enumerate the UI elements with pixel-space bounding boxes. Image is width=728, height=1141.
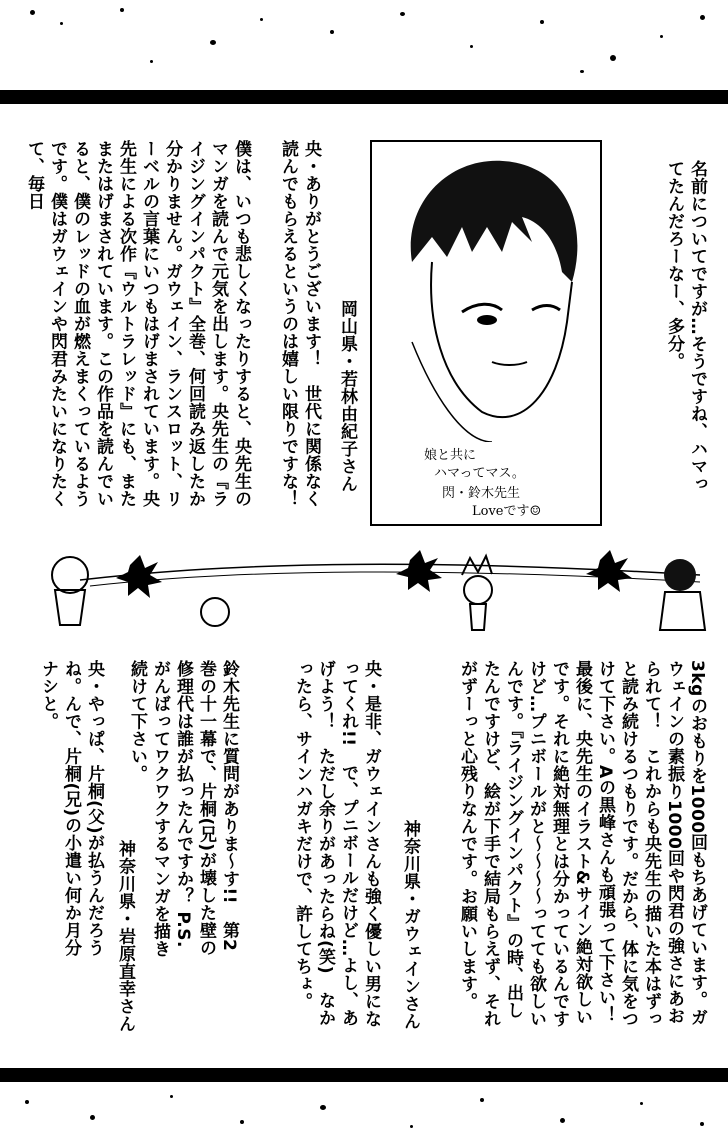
illustration-note-4: Loveです☺ — [472, 504, 542, 519]
illustration-note-2: ハマってマス。 — [434, 466, 525, 481]
illustration-note-1: 娘と共に — [424, 448, 477, 463]
letter4-sender: 神奈川県・岩原直幸さん — [115, 840, 135, 1033]
illustration-note-3: 閃・鈴木先生 — [442, 486, 521, 501]
letter4-artist-reply: 央・やっぱ、片桐(父)が払うんだろうね。んで、片桐(兄)の小遣い何か月分ナシと。 — [38, 660, 104, 957]
letter2-reader-text: 僕は、いつも悲しくなったりすると、央先生のマンガを読んで元気を出します。央先生の『ライジングインパクト』全巻、何回読み返したか分かりません。ガウェイン、ランスロット、リーベルの言葉にいつもはげまされています。央先生による次作『ウルトラレッド』にも、またまたはげまされています。この作品を読んでいると、僕のレッドの血が燃えまくっているようです。僕はガウェインや閃君みたいになりたくて、毎日 — [24, 140, 251, 508]
letter4-reader-text: 鈴木先生に質問がありま〜す!! 第2巻の十一幕で、片桐(兄)が壊した壁の修理代は誰が払ったんですか？ P.S. がんばってワクワクするマンガを描き続けて下さい。 — [127, 660, 239, 966]
letter3-artist-reply: 央・是非、ガウェインさんも強く優しい男になってくれ!! で、プニボールだけど…よし、あげよう！ ただし余りがあったらね(笑) なかったら、サインハガキだけで、許してちょ。 — [292, 660, 381, 1028]
bottom-border-bar — [0, 1068, 728, 1082]
letter1-artist-reply: 央・ありがとうございます！ 世代に関係なく読んでもらえるというのは嬉しい限りですな！ — [278, 140, 321, 508]
character-divider-strip — [0, 530, 728, 640]
letter1-sender: 岡山県・若林由紀子さん — [337, 300, 357, 493]
character-portrait — [372, 142, 596, 442]
chibi-characters-illustration — [0, 530, 728, 640]
letter3-sender: 神奈川県・ガウェインさん — [400, 820, 420, 1030]
reader-illustration — [370, 140, 602, 526]
letter3-reader-text: 3kgのおもりを1000回もちあげています。ガウェインの素振り1000回や閃君の強さにあおられて！ これからも央先生の描いた本はずっと読み続けるつもりです。だから、体に気をつけて下さい。Aの黒峰さんも頑張って下さい！ 最後に、央先生のイラスト&サイン絶対欲しいです。それに絶対無理とは分かっているんですけど…プニボールがと〜〜〜〜ってても欲しいんです。『ライジングインパクト』の時、出したんですけど、絵が下手で結局もらえず、それがずーっと心残りなんです。お願いします。 — [457, 660, 707, 1042]
letter1-reader-text: 名前についてですが…そうですね、ハマってたんだろーなー、多分。 — [664, 160, 707, 493]
top-border-bar — [0, 90, 728, 104]
